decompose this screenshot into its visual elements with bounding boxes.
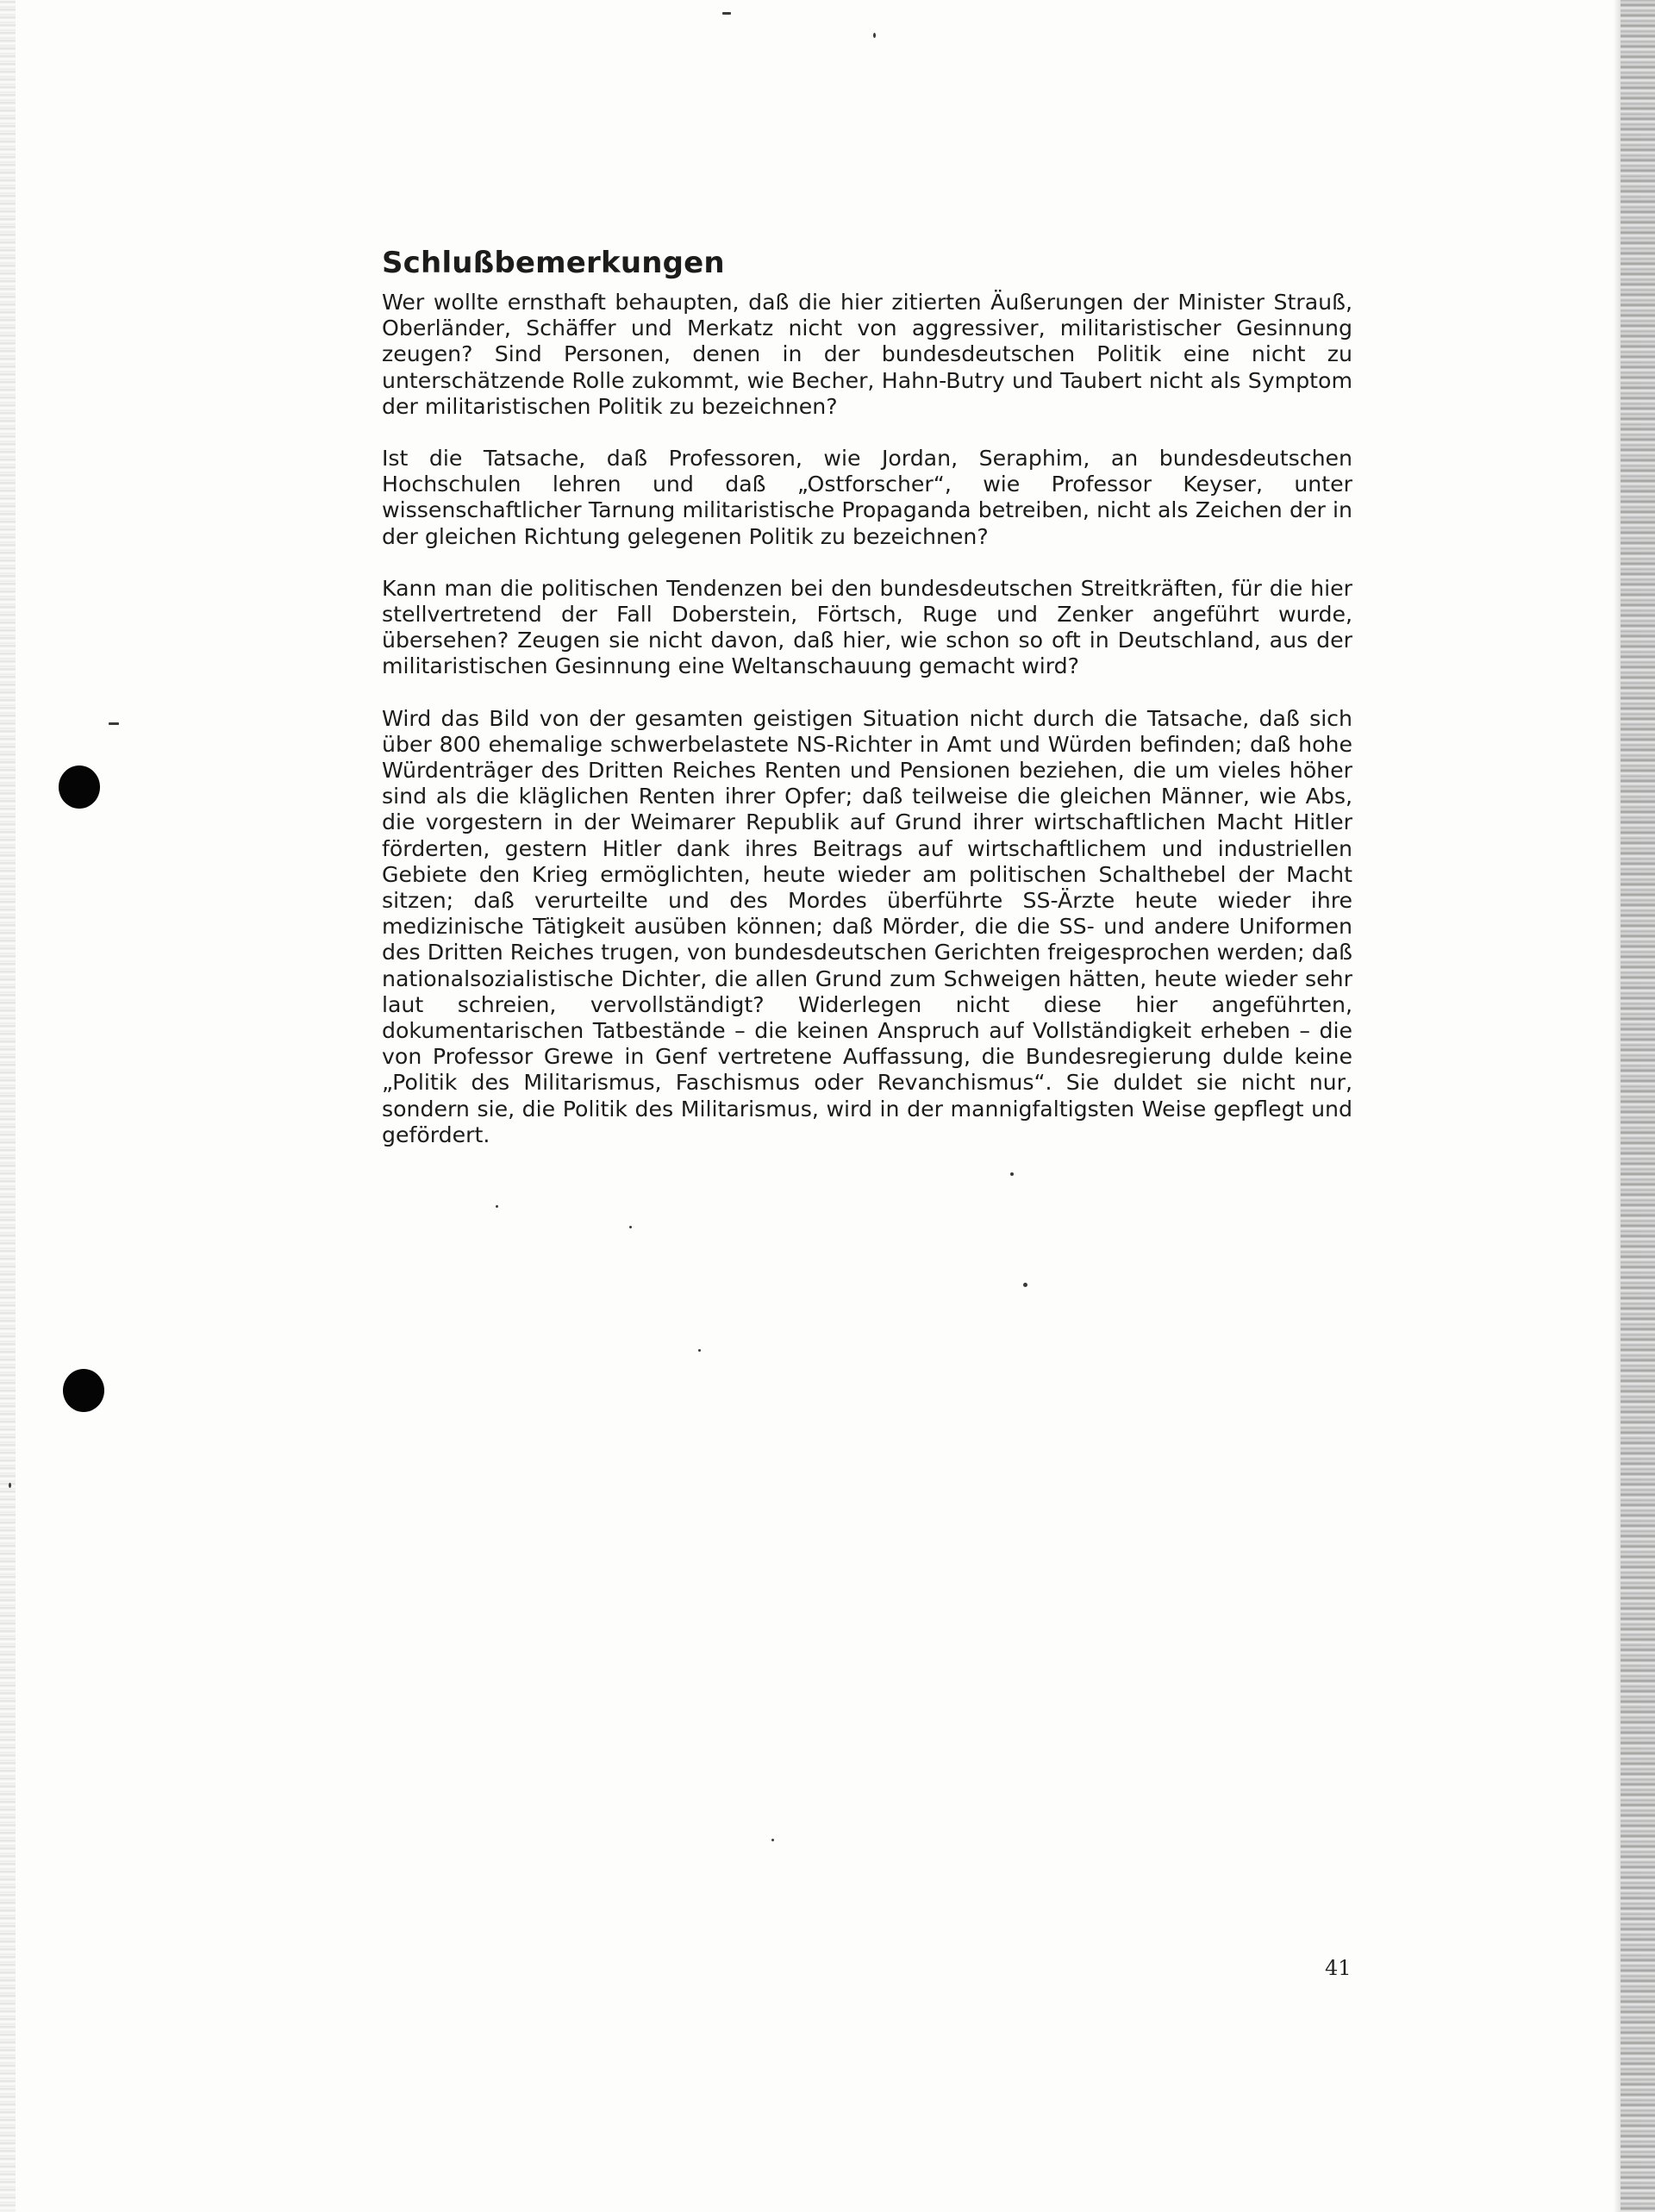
scan-speck <box>1023 1283 1027 1287</box>
body-paragraph: Wird das Bild von der gesamten geistigen Situation nicht durch die Tatsache, daß sich über 800 ehemalige schwerbelastete NS-Richter in Amt und Würden befinden; daß hohe Würdenträger des Dritten Reiches Renten und Pensionen beziehen, die um vieles höher sind als die kläglichen Renten ihrer Opfer; daß teilweise die gleichen Männer, wie Abs, die vorgestern in der Weimarer Republik auf Grund ihrer wirtschaftlichen Macht Hitler förderten, gestern Hitler dank ihres Beitrags auf wirtschaftlichem und industriellen Gebiete den Krieg ermöglichten, heute wieder am politischen Schalthebel der Macht sitzen; daß verurteilte und des Mordes überführte SS-Ärzte heute wieder ihre medizinische Tätigkeit ausüben können; daß Mörder, die die SS- und andere Uniformen des Dritten Reiches trugen, von bundesdeutschen Gerichten freigesprochen werden; daß nationalsozialistische Dichter, die allen Grund zum Schweigen hätten, heute wieder sehr laut schreien, vervollständigt? Widerlegen nicht diese hier angeführten, dokumentarischen Tatbestände – die keinen Anspruch auf Vollständigkeit erheben – die von Professor Grewe in Genf vertretene Auffassung, die Bundesregierung dulde keine „Politik des Militarismus, Faschismus oder Revanchismus“. Sie duldet sie nicht nur, sondern sie, die Politik des Militarismus, wird in der mannigfaltigsten Weise gepflegt und gefördert. <box>382 705 1352 1147</box>
body-paragraph: Wer wollte ernsthaft behaupten, daß die hier zitierten Äußerungen der Minister Strauß, Oberländer, Schäffer und Merkatz nicht von aggressiver, militaristischer Gesinnung zeugen? Sind Personen, denen in der bundesdeutschen Politik eine nicht zu unterschätzende Rolle zukommt, wie Becher, Hahn-Butry und Taubert nicht als Symptom der militaristischen Politik zu bezeichnen? <box>382 290 1352 419</box>
scan-speck <box>722 12 731 15</box>
document-body <box>382 245 1352 1174</box>
scan-edge-left <box>0 0 16 2212</box>
scan-speck <box>9 1483 11 1488</box>
scan-speck <box>496 1205 498 1208</box>
scan-speck <box>698 1349 701 1352</box>
scan-speck <box>629 1226 632 1228</box>
punch-hole-upper <box>59 765 100 809</box>
scan-edge-right <box>1621 0 1655 2212</box>
page-number: 41 <box>1325 1956 1352 1980</box>
page-title: Schlußbemerkungen <box>382 246 725 280</box>
scan-speck <box>873 33 876 38</box>
body-paragraph: Ist die Tatsache, daß Professoren, wie Jordan, Seraphim, an bundesdeutschen Hochschulen lehren und daß „Ostforscher“, wie Professor Keyser, unter wissenschaftlicher Tarnung militaristische Propaganda betreiben, nicht als Zeichen der in der gleichen Richtung gelegenen Politik zu bezeichnen? <box>382 446 1352 549</box>
body-paragraph: Kann man die politischen Tendenzen bei den bundesdeutschen Streitkräften, für die hier stellvertretend der Fall Doberstein, Förtsch, Ruge und Zenker angeführt wurde, übersehen? Zeugen sie nicht davon, daß hier, wie schon so oft in Deutschland, aus der militaristischen Gesinnung eine Weltanschauung gemacht wird? <box>382 575 1352 679</box>
scan-speck <box>771 1839 774 1841</box>
punch-hole-lower <box>63 1369 104 1412</box>
scan-speck <box>109 722 119 725</box>
